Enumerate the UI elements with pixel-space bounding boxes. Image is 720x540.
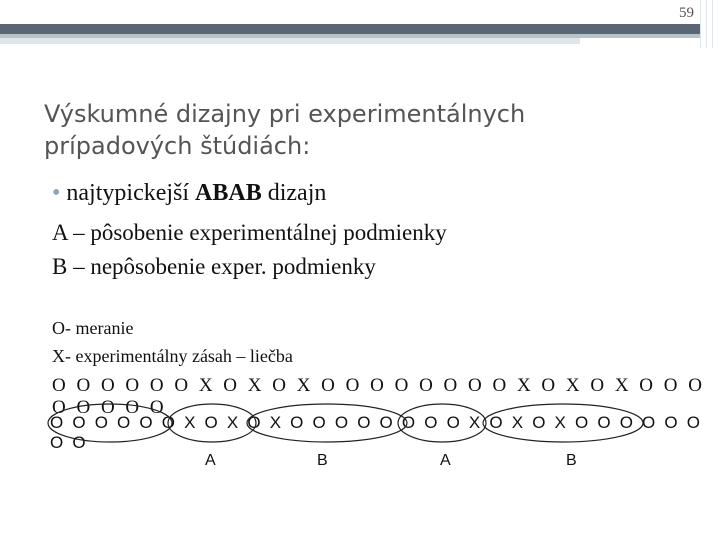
phase-label-a1: A	[205, 452, 216, 469]
page-number: 59	[679, 5, 694, 21]
slide-title: Výskumné dizajny pri experimentálnych prípadových štúdiách:	[44, 100, 526, 160]
legend-measurement: O- meranie	[52, 318, 134, 338]
phase-label-a2: A	[440, 452, 451, 469]
header-divider	[712, 0, 713, 48]
bullet-text-prefix: najtypickejší	[66, 180, 196, 206]
phase-label-b1: B	[317, 452, 328, 469]
definition-b: B – nepôsobenie exper. podmienky	[52, 254, 376, 279]
design-sequence-serif: O O O O O O X O X O X O O O O O O O O X O X O X O O O O O O O O	[52, 375, 705, 418]
header-bar	[0, 0, 720, 26]
legend-intervention: X- experimentálny zásah – liečba	[52, 346, 293, 366]
header-divider	[700, 0, 701, 48]
bullet-bold: ABAB	[195, 180, 262, 206]
bullet-icon: •	[52, 180, 61, 206]
bullet-item	[52, 180, 326, 207]
definition-a: A – pôsobenie experimentálnej podmienky	[52, 220, 447, 245]
header-stripe-dark	[0, 24, 700, 34]
header-stripe-light	[0, 38, 580, 44]
phase-label-b2: B	[566, 452, 577, 469]
design-sequence-sans: O O O O O O X O X O X O O O O O O O O X O X O X O O O O O O O O	[50, 413, 703, 452]
bullet-text-suffix: dizajn	[261, 180, 327, 206]
header-divider	[706, 0, 707, 48]
